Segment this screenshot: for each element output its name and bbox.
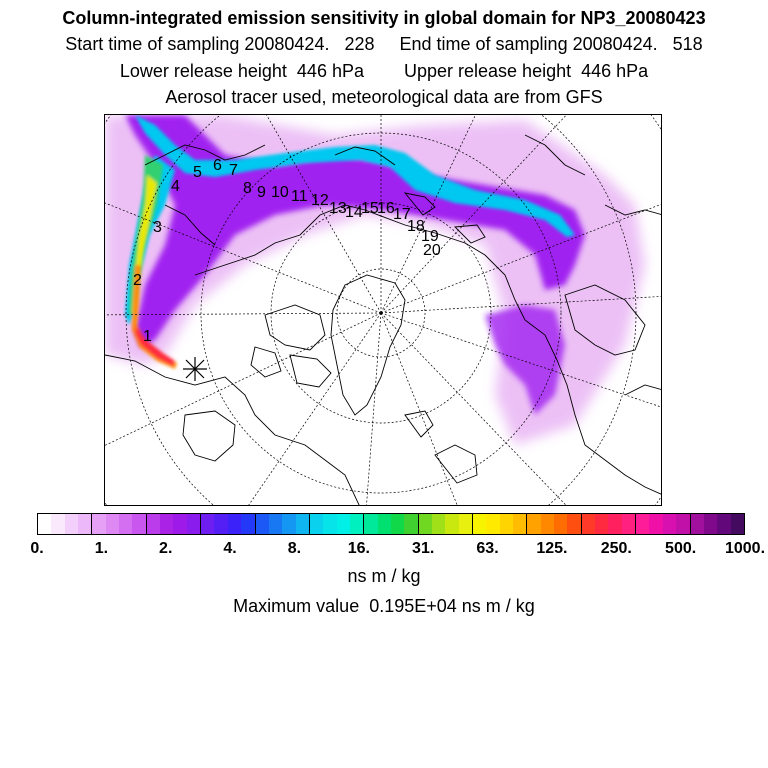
colorbar-swatch — [337, 514, 350, 534]
colorbar-swatch — [173, 514, 186, 534]
colorbar-swatch — [269, 514, 282, 534]
colorbar-swatch — [106, 514, 119, 534]
colorbar-swatch — [78, 514, 92, 534]
colorbar-swatch — [65, 514, 78, 534]
colorbar-swatch — [554, 514, 567, 534]
day-label: 7 — [229, 162, 238, 179]
colorbar-swatch — [391, 514, 404, 534]
colorbar-swatch — [201, 514, 214, 534]
tracer-info-line: Aerosol tracer used, meteorological data are from GFS — [165, 87, 603, 107]
colorbar-tick-label: 1. — [94, 540, 109, 557]
colorbar-swatch — [691, 514, 704, 534]
colorbar-swatch — [92, 514, 105, 534]
day-label: 11 — [291, 188, 308, 205]
colorbar-swatch — [649, 514, 662, 534]
colorbar-swatch — [445, 514, 458, 534]
colorbar-tick-label: 2. — [159, 540, 173, 557]
day-label: 16 — [377, 200, 395, 217]
day-label: 19 — [421, 228, 439, 245]
colorbar-swatch — [459, 514, 473, 534]
colorbar-swatch — [160, 514, 173, 534]
colorbar-swatch — [187, 514, 201, 534]
maximum-value-text: Maximum value 0.195E+04 ns m / kg — [233, 596, 535, 616]
colorbar-swatch — [147, 514, 160, 534]
colorbar-tick-label: 16. — [347, 540, 370, 557]
polar-map — [104, 114, 662, 506]
colorbar-swatch — [119, 514, 132, 534]
colorbar-swatch — [486, 514, 499, 534]
day-label: 14 — [345, 204, 363, 221]
colorbar-swatch — [432, 514, 445, 534]
colorbar-swatch — [132, 514, 146, 534]
colorbar-swatch — [282, 514, 295, 534]
colorbar-tick-label: 125. — [536, 540, 568, 557]
colorbar-swatch — [731, 514, 744, 534]
release-point-star-icon — [183, 357, 207, 381]
colorbar-unit: ns m / kg — [347, 566, 421, 586]
colorbar-swatch — [256, 514, 269, 534]
colorbar-tick-label: 500. — [665, 540, 697, 557]
colorbar-swatch — [473, 514, 486, 534]
day-label: 1 — [143, 328, 152, 345]
colorbar-swatch — [704, 514, 717, 534]
day-label: 20 — [423, 242, 441, 259]
colorbar-swatch — [364, 514, 377, 534]
colorbar-swatch — [350, 514, 364, 534]
colorbar-swatch — [608, 514, 621, 534]
colorbar-swatch — [663, 514, 676, 534]
colorbar-swatch — [567, 514, 581, 534]
day-label: 17 — [393, 206, 411, 223]
day-label: 15 — [361, 200, 379, 217]
colorbar-swatch — [214, 514, 227, 534]
colorbar-swatch — [676, 514, 690, 534]
release-height-line: Lower release height 446 hPa Upper release height 446 hPa — [119, 61, 649, 81]
day-label: 5 — [193, 164, 202, 181]
day-label: 18 — [407, 218, 425, 235]
colorbar-swatch — [636, 514, 649, 534]
colorbar-swatch — [717, 514, 730, 534]
colorbar-swatch — [622, 514, 636, 534]
map-canvas — [105, 115, 662, 506]
colorbar-swatch — [378, 514, 391, 534]
colorbar-swatch — [38, 514, 51, 534]
colorbar — [37, 513, 745, 535]
colorbar-tick-label: 8. — [287, 540, 302, 557]
day-label: 8 — [243, 180, 252, 197]
day-label: 4 — [171, 178, 180, 195]
day-label: 10 — [271, 184, 289, 201]
colorbar-swatch — [513, 514, 527, 534]
colorbar-swatch — [404, 514, 418, 534]
day-label: 2 — [133, 272, 142, 289]
colorbar-tick-label: 250. — [600, 540, 632, 557]
colorbar-swatch — [323, 514, 336, 534]
colorbar-swatch — [541, 514, 554, 534]
day-label: 6 — [213, 157, 222, 174]
colorbar-swatch — [241, 514, 255, 534]
colorbar-swatch — [296, 514, 310, 534]
colorbar-swatch — [310, 514, 323, 534]
colorbar-swatch — [595, 514, 608, 534]
colorbar-tick-label: 63. — [476, 540, 499, 557]
day-label: 9 — [257, 184, 266, 201]
colorbar-swatch — [527, 514, 540, 534]
colorbar-tick-label: 4. — [223, 540, 237, 557]
day-label: 12 — [311, 192, 329, 209]
colorbar-tick-label: 0. — [30, 540, 44, 557]
colorbar-swatch — [51, 514, 64, 534]
colorbar-swatch — [419, 514, 432, 534]
colorbar-swatch — [500, 514, 513, 534]
day-label: 3 — [153, 219, 162, 236]
sampling-time-line: Start time of sampling 20080424. 228 End time of sampling 20080424. 518 — [65, 34, 703, 54]
colorbar-tick-label: 1000. — [724, 540, 766, 557]
plot-title: Column-integrated emission sensitivity in global domain for NP3_20080423 — [62, 8, 706, 28]
day-label: 13 — [329, 200, 347, 217]
colorbar-swatch — [228, 514, 241, 534]
colorbar-tick-label: 31. — [412, 540, 435, 557]
colorbar-swatch — [582, 514, 595, 534]
